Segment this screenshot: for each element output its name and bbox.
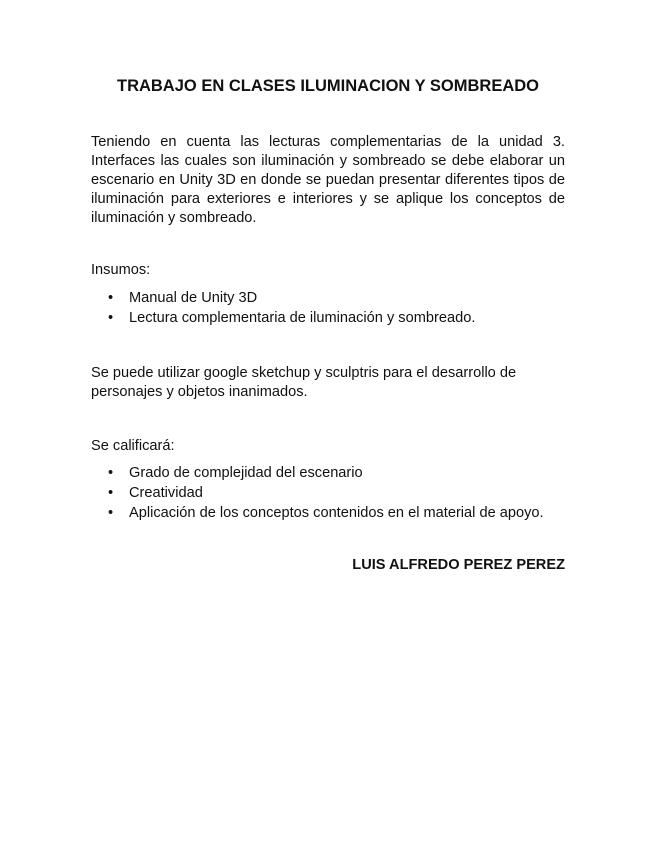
list-item-text: Creatividad (129, 485, 203, 501)
list-item (91, 308, 565, 328)
list-item (91, 288, 565, 308)
author-name: LUIS ALFREDO PEREZ PEREZ (352, 557, 565, 573)
bullet-icon: • (108, 290, 114, 306)
bullet-icon: • (108, 505, 114, 521)
insumos-label: Insumos: (91, 262, 151, 278)
list-item-text: Aplicación de los conceptos contenidos en el material de apoyo. (129, 505, 544, 521)
list-item (91, 483, 565, 503)
document-title: TRABAJO EN CLASES ILUMINACION Y SOMBREADO (116, 77, 539, 95)
list-item-text: Manual de Unity 3D (129, 290, 258, 306)
list-item-text: Grado de complejidad del escenario (129, 465, 363, 481)
calificara-list (91, 463, 565, 523)
insumos-list (91, 288, 565, 328)
list-item-text: Lectura complementaria de iluminación y sombreado. (129, 310, 476, 326)
calificara-label: Se calificará: (91, 438, 175, 454)
bullet-icon: • (108, 465, 114, 481)
sketchup-paragraph: Se puede utilizar google sketchup y sculptris para el desarrollo de personajes y objetos inanimados. (91, 365, 517, 400)
list-item (91, 503, 565, 523)
intro-paragraph: Teniendo en cuenta las lecturas complementarias de la unidad 3. Interfaces las cuales son iluminación y sombreado se debe elaborar un escenario en Unity 3D en donde se puedan presentar diferentes tipos de iluminación para exteriores e interiores y se aplique los conceptos de iluminación y sombreado. (91, 134, 565, 226)
bullet-icon: • (108, 310, 114, 326)
bullet-icon: • (108, 485, 114, 501)
list-item (91, 463, 565, 483)
